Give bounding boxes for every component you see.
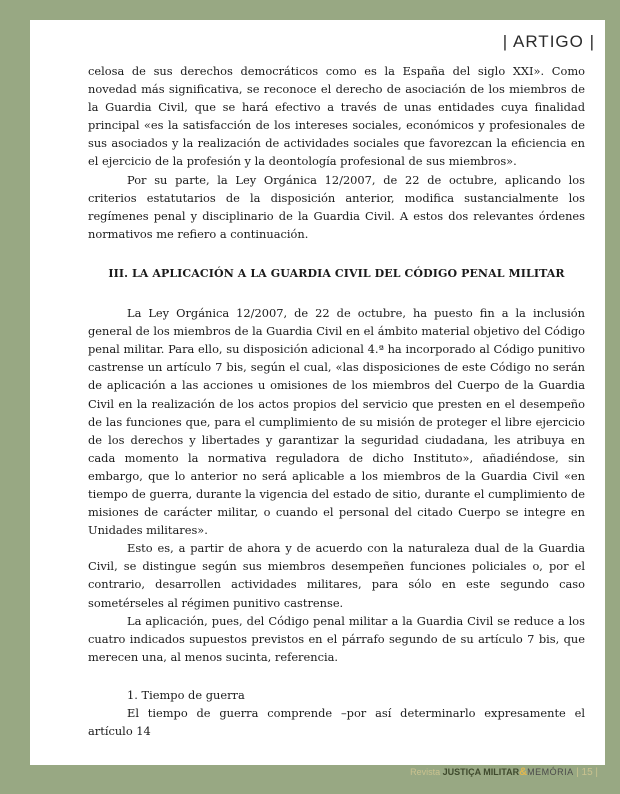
- page-footer: [410, 766, 598, 778]
- section-tag: | ARTIGO |: [502, 32, 595, 51]
- footer-revista: Revista: [410, 767, 441, 777]
- document-page: [30, 20, 605, 765]
- article-body: [88, 62, 585, 740]
- footer-brand: JUSTIÇA MILITAR: [442, 767, 520, 777]
- footer-separator: &: [519, 766, 528, 778]
- paragraph-continuation: celosa de sus derechos democráticos como es la España del siglo XXI». Como novedad más significativa, se reconoce el derecho de asociación de los miembros de la Guardia Civil, que se hará efectivo a través de unas entidades cuya finalidad principal «es la satisfacción de los intereses sociales, económicos y profesionales de sus asociados y la realización de actividades sociales que favorezcan la eficiencia en el ejercicio de la profesión y la deontología profesional de sus miembros».: [88, 64, 585, 169]
- page-number: | 15 |: [576, 767, 598, 778]
- paragraph: Por su parte, la Ley Orgánica 12/2007, de 22 de octubre, aplicando los criterios estatutarios de la disposición anterior, modifica sustancialmente los regímenes penal y disciplinario de la Guardia Civil. A estos dos relevantes órdenes normativos me refiero a continuación.: [88, 172, 585, 241]
- section-heading: III. LA APLICACIÓN A LA GUARDIA CIVIL DEL CÓDIGO PENAL MILITAR: [108, 266, 565, 280]
- paragraph: La Ley Orgánica 12/2007, de 22 de octubre, ha puesto fin a la inclusión general de los miembros de la Guardia Civil en el ámbito material objetivo del Código penal militar. Para ello, su disposición adicional 4.ª ha incorporado al Código punitivo castrense un artículo 7 bis, según el cual, «las disposiciones de este Código no serán de aplicación a las acciones u omisiones de los miembros del Cuerpo de la Guardia Civil en la realización de los actos propios del servicio que presten en el desempeño de las funciones que, para el cumplimiento de su misión de proteger el libre ejercicio de los derechos y libertades y garantizar la seguridad ciudadana, les atribuya en cada momento la normativa reguladora de dicho Instituto», añadiéndose, sin embargo, que lo anterior no será aplicable a los miembros de la Guardia Civil «en tiempo de guerra, durante la vigencia del estado de sitio, durante el cumplimiento de misiones de carácter militar, o cuando el personal del citado Cuerpo se integre en Unidades militares».: [88, 306, 585, 538]
- paragraph: El tiempo de guerra comprende –por así determinarlo expresamente el artículo 14: [88, 706, 585, 739]
- paragraph: La aplicación, pues, del Código penal militar a la Guardia Civil se reduce a los cuatro indicados supuestos previstos en el párrafo segundo de su artículo 7 bis, que merecen una, al menos sucinta, referencia.: [88, 613, 585, 664]
- footer-section: MEMÓRIA: [527, 767, 574, 777]
- subsection-heading: 1. Tiempo de guerra: [127, 687, 245, 702]
- paragraph: Esto es, a partir de ahora y de acuerdo con la naturaleza dual de la Guardia Civil, se distingue según sus miembros desempeñen funciones policiales o, por el contrario, desarrollen actividades militares, para sólo en este segundo caso sometérseles al régimen punitivo castrense.: [88, 541, 585, 610]
